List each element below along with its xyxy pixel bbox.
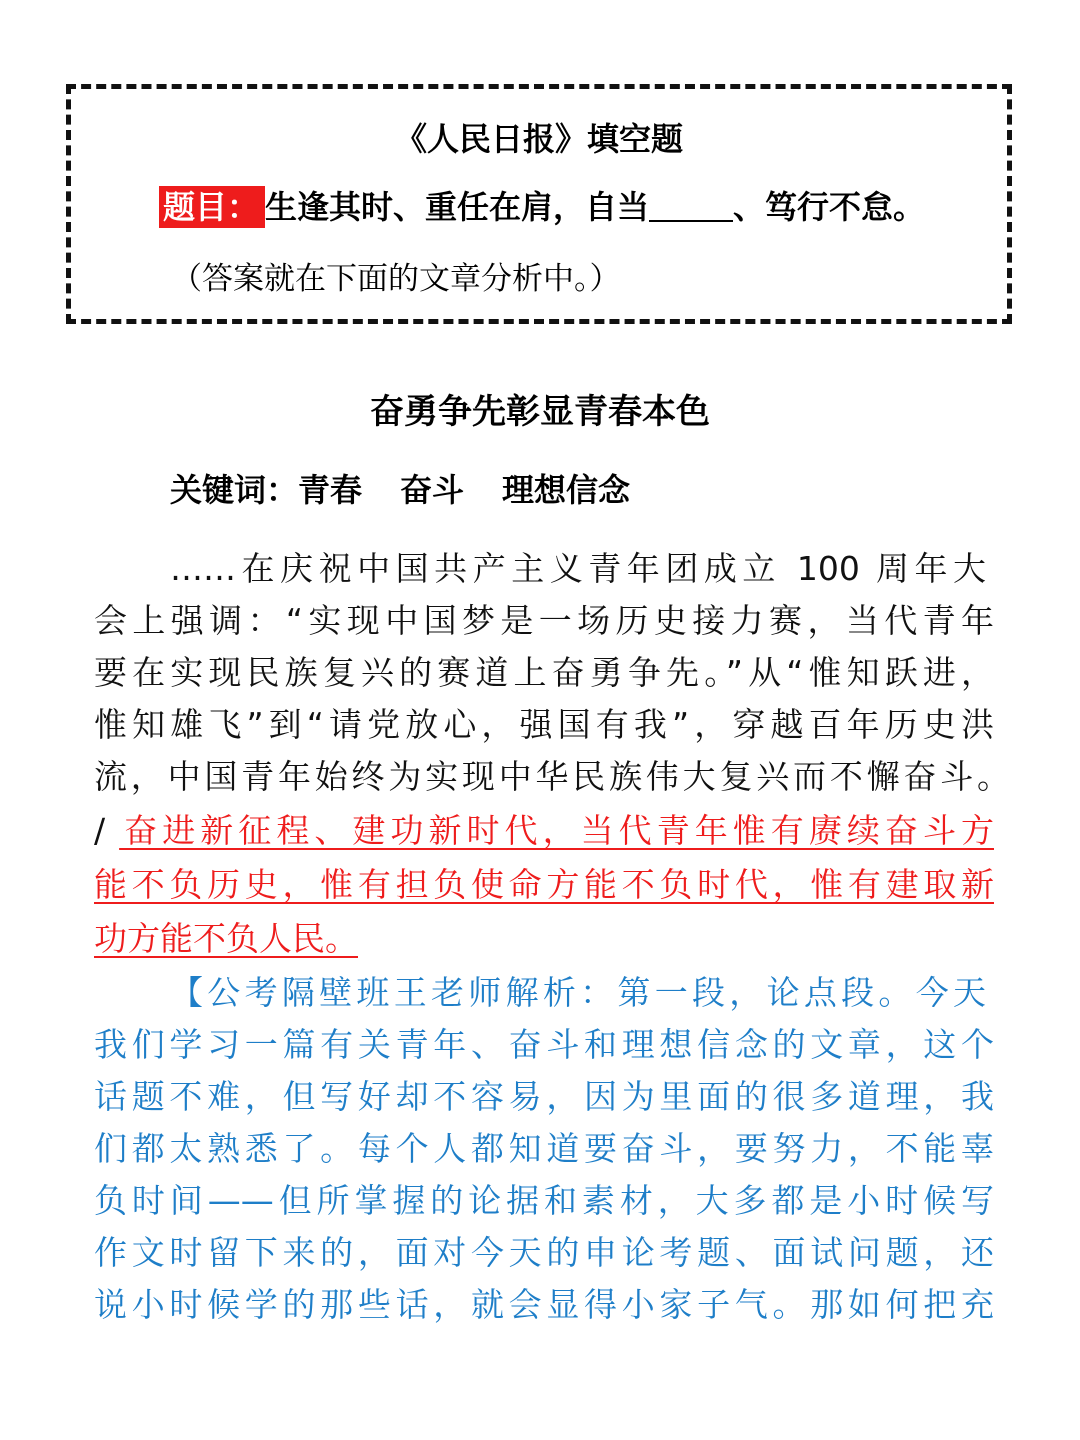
keywords-line bbox=[170, 466, 630, 514]
thesis-line bbox=[94, 862, 994, 908]
answer-hint: （答案就在下面的文章分析中。） bbox=[171, 261, 621, 297]
box-title: 《人民日报》填空题 bbox=[394, 120, 683, 158]
slash-mark: / bbox=[94, 811, 106, 850]
paragraph-line: ……在庆祝中国共产主义青年团成立 100 周年大 bbox=[170, 549, 986, 588]
keyword-item: 奋斗 bbox=[400, 471, 465, 509]
analysis-line: 们都太熟悉了。每个人都知道要奋斗，要努力，不能辜 bbox=[94, 1129, 994, 1168]
answer-blank bbox=[649, 188, 733, 222]
question-box bbox=[66, 84, 1012, 324]
analysis-line: 负时间——但所掌握的论据和素材，大多都是小时候写 bbox=[94, 1181, 994, 1220]
analysis-line: 【公考隔壁班王老师解析：第一段，论点段。今天 bbox=[170, 973, 986, 1012]
keywords-label: 关键词： bbox=[170, 471, 299, 509]
thesis-text: 奋进新征程、建功新时代，当代青年惟有赓续奋斗方 bbox=[119, 811, 994, 850]
question-line bbox=[159, 185, 925, 229]
thesis-text: 能不负历史，惟有担负使命方能不负时代，惟有建取新 bbox=[94, 865, 994, 904]
analysis-line: 话题不难，但写好却不容易，因为里面的很多道理，我 bbox=[94, 1077, 994, 1116]
analysis-line: 说小时候学的那些话，就会显得小家子气。那如何把充 bbox=[94, 1285, 994, 1324]
thesis-line bbox=[94, 808, 994, 854]
paragraph-line: 惟知雄飞”到“请党放心，强国有我”，穿越百年历史洪 bbox=[94, 705, 994, 744]
thesis-line bbox=[94, 916, 994, 962]
article-title: 奋勇争先彰显青春本色 bbox=[370, 392, 710, 432]
analysis-line: 我们学习一篇有关青年、奋斗和理想信念的文章，这个 bbox=[94, 1025, 994, 1064]
paragraph-line: 要在实现民族复兴的赛道上奋勇争先。”从“惟知跃进， bbox=[94, 653, 994, 692]
paragraph-line: 流，中国青年始终为实现中华民族伟大复兴而不懈奋斗。 bbox=[94, 757, 1010, 796]
keyword-item: 青春 bbox=[298, 471, 363, 509]
question-label: 题目： bbox=[159, 186, 265, 228]
analysis-line: 作文时留下来的，面对今天的申论考题、面试问题，还 bbox=[94, 1233, 994, 1272]
keyword-item: 理想信念 bbox=[502, 471, 631, 509]
question-text-before: 生逢其时、重任在肩，自当 bbox=[265, 188, 650, 226]
paragraph-line: 会上强调：“实现中国梦是一场历史接力赛，当代青年 bbox=[94, 601, 994, 640]
question-text-after: 、笃行不怠。 bbox=[733, 188, 926, 226]
thesis-text: 功方能不负人民。 bbox=[94, 919, 358, 958]
